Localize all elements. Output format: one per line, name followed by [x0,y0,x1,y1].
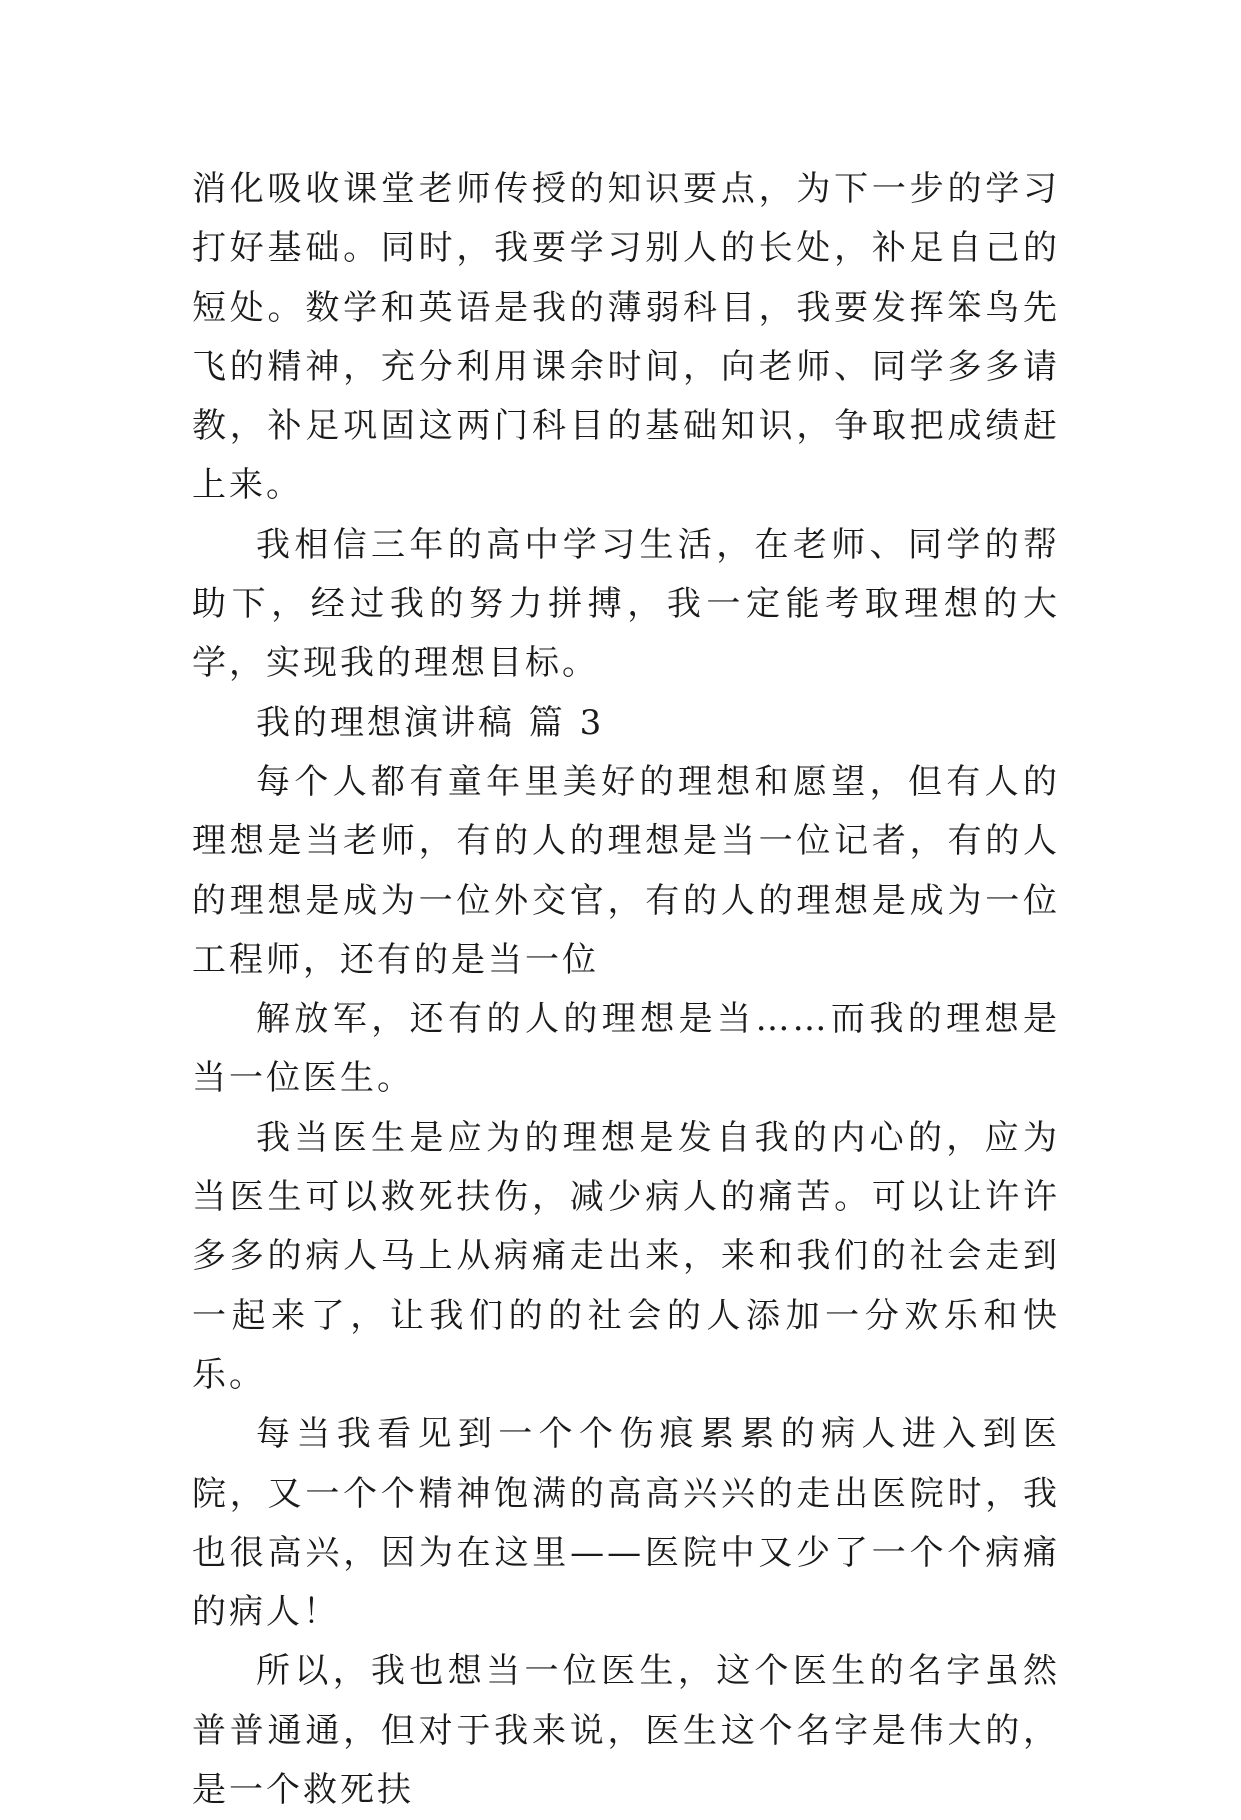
paragraph-4: 解放军，还有的人的理想是当……而我的理想是当一位医生。 [192,999,1060,1099]
document-body [192,160,1060,1820]
paragraph-5: 我当医生是应为的理想是发自我的内心的，应为当医生可以救死扶伤，减少病人的痛苦。可以让许许多多的病人马上从病痛走出来，来和我们的社会走到一起来了，让我们的的社会的人添加一分欢乐和快乐。 [192,1117,1060,1395]
paragraph-1: 消化吸收课堂老师传授的知识要点，为下一步的学习打好基础。同时，我要学习别人的长处，补足自己的短处。数学和英语是我的薄弱科目，我要发挥笨鸟先飞的精神，充分利用课余时间，向老师、同学多多请教，补足巩固这两门科目的基础知识，争取把成绩赶上来。 [192,169,1060,506]
section-heading: 我的理想演讲稿 篇 3 [256,702,605,743]
paragraph-7: 所以，我也想当一位医生，这个医生的名字虽然普普通通，但对于我来说，医生这个名字是伟大的，是一个救死扶 [192,1651,1060,1811]
paragraph-2: 我相信三年的高中学习生活，在老师、同学的帮助下，经过我的努力拼搏，我一定能考取理想的大学，实现我的理想目标。 [192,524,1060,684]
paragraph-6: 每当我看见到一个个伤痕累累的病人进入到医院，又一个个精神饱满的高高兴兴的走出医院时，我也很高兴，因为在这里——医院中又少了一个个病痛的病人！ [192,1414,1060,1633]
paragraph-3: 每个人都有童年里美好的理想和愿望，但有人的理想是当老师，有的人的理想是当一位记者，有的人的理想是成为一位外交官，有的人的理想是成为一位工程师，还有的是当一位 [192,761,1060,980]
